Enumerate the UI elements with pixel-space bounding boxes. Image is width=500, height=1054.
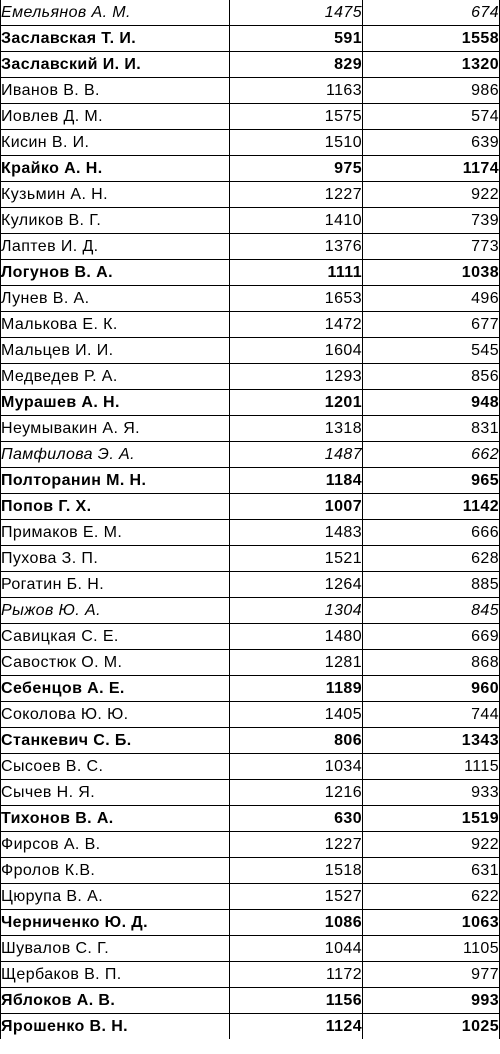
- candidate-name-cell: Сысоев В. С.: [1, 754, 230, 780]
- table-row: [1, 728, 500, 754]
- votes-first-cell: 1227: [230, 832, 363, 858]
- candidate-name-cell: Памфилова Э. А.: [1, 442, 230, 468]
- candidate-name-cell: Станкевич С. Б.: [1, 728, 230, 754]
- table-row: [1, 858, 500, 884]
- table-row: [1, 676, 500, 702]
- votes-first-cell: 975: [230, 156, 363, 182]
- table-row: [1, 1014, 500, 1040]
- votes-first-cell: 1653: [230, 286, 363, 312]
- table-row: [1, 416, 500, 442]
- table-row: [1, 182, 500, 208]
- votes-first-cell: 1604: [230, 338, 363, 364]
- votes-second-cell: 1025: [363, 1014, 500, 1040]
- table-row: [1, 286, 500, 312]
- table-row: [1, 494, 500, 520]
- table-row: [1, 156, 500, 182]
- candidate-name-cell: Лунев В. А.: [1, 286, 230, 312]
- votes-second-cell: 868: [363, 650, 500, 676]
- table-row: [1, 338, 500, 364]
- table-row: [1, 598, 500, 624]
- votes-second-cell: 856: [363, 364, 500, 390]
- table-row: [1, 390, 500, 416]
- votes-second-cell: 639: [363, 130, 500, 156]
- votes-second-cell: 1063: [363, 910, 500, 936]
- votes-second-cell: 922: [363, 182, 500, 208]
- votes-first-cell: 1044: [230, 936, 363, 962]
- votes-second-cell: 948: [363, 390, 500, 416]
- votes-second-cell: 574: [363, 104, 500, 130]
- table-row: [1, 520, 500, 546]
- votes-first-cell: 1184: [230, 468, 363, 494]
- votes-second-cell: 744: [363, 702, 500, 728]
- votes-first-cell: 591: [230, 26, 363, 52]
- votes-first-cell: 1201: [230, 390, 363, 416]
- candidate-name-cell: Яблоков А. В.: [1, 988, 230, 1014]
- votes-second-cell: 1142: [363, 494, 500, 520]
- candidate-name-cell: Мурашев А. Н.: [1, 390, 230, 416]
- candidate-name-cell: Кузьмин А. Н.: [1, 182, 230, 208]
- table-row: [1, 208, 500, 234]
- votes-second-cell: 1174: [363, 156, 500, 182]
- table-row: [1, 442, 500, 468]
- table-row: [1, 702, 500, 728]
- votes-first-cell: 1293: [230, 364, 363, 390]
- votes-first-cell: 1034: [230, 754, 363, 780]
- table-row: [1, 234, 500, 260]
- votes-second-cell: 662: [363, 442, 500, 468]
- votes-first-cell: 1475: [230, 0, 363, 26]
- votes-first-cell: 1510: [230, 130, 363, 156]
- table-row: [1, 130, 500, 156]
- votes-first-cell: 1163: [230, 78, 363, 104]
- candidate-name-cell: Заславский И. И.: [1, 52, 230, 78]
- table-row: [1, 78, 500, 104]
- candidate-name-cell: Сычев Н. Я.: [1, 780, 230, 806]
- table-row: [1, 962, 500, 988]
- votes-first-cell: 1264: [230, 572, 363, 598]
- votes-first-cell: 1227: [230, 182, 363, 208]
- votes-second-cell: 1519: [363, 806, 500, 832]
- candidate-name-cell: Цюрупа В. А.: [1, 884, 230, 910]
- table-row: [1, 754, 500, 780]
- candidate-name-cell: Иванов В. В.: [1, 78, 230, 104]
- votes-second-cell: 922: [363, 832, 500, 858]
- table-row: [1, 26, 500, 52]
- candidate-name-cell: Кисин В. И.: [1, 130, 230, 156]
- candidate-name-cell: Фирсов А. В.: [1, 832, 230, 858]
- votes-first-cell: 1410: [230, 208, 363, 234]
- candidate-name-cell: Полторанин М. Н.: [1, 468, 230, 494]
- votes-first-cell: 1189: [230, 676, 363, 702]
- votes-second-cell: 1038: [363, 260, 500, 286]
- table-row: [1, 312, 500, 338]
- candidate-name-cell: Крайко А. Н.: [1, 156, 230, 182]
- table-row: [1, 546, 500, 572]
- votes-first-cell: 1304: [230, 598, 363, 624]
- candidate-name-cell: Мальцев И. И.: [1, 338, 230, 364]
- votes-second-cell: 669: [363, 624, 500, 650]
- table-row: [1, 910, 500, 936]
- votes-first-cell: 1480: [230, 624, 363, 650]
- votes-second-cell: 933: [363, 780, 500, 806]
- votes-first-cell: 1318: [230, 416, 363, 442]
- votes-first-cell: 1527: [230, 884, 363, 910]
- candidate-name-cell: Фролов К.В.: [1, 858, 230, 884]
- votes-second-cell: 1320: [363, 52, 500, 78]
- candidate-name-cell: Медведев Р. А.: [1, 364, 230, 390]
- table-row: [1, 0, 500, 26]
- votes-second-cell: 773: [363, 234, 500, 260]
- candidate-name-cell: Черниченко Ю. Д.: [1, 910, 230, 936]
- votes-first-cell: 1521: [230, 546, 363, 572]
- votes-second-cell: 993: [363, 988, 500, 1014]
- table-row: [1, 104, 500, 130]
- table-row: [1, 624, 500, 650]
- table-row: [1, 52, 500, 78]
- votes-first-cell: 1405: [230, 702, 363, 728]
- votes-second-cell: 674: [363, 0, 500, 26]
- votes-second-cell: 831: [363, 416, 500, 442]
- votes-second-cell: 1115: [363, 754, 500, 780]
- votes-second-cell: 1343: [363, 728, 500, 754]
- table-row: [1, 468, 500, 494]
- votes-second-cell: 631: [363, 858, 500, 884]
- candidate-name-cell: Иовлев Д. М.: [1, 104, 230, 130]
- candidate-name-cell: Савостюк О. М.: [1, 650, 230, 676]
- table-row: [1, 572, 500, 598]
- table-row: [1, 650, 500, 676]
- candidate-name-cell: Логунов В. А.: [1, 260, 230, 286]
- votes-first-cell: 1216: [230, 780, 363, 806]
- votes-first-cell: 1124: [230, 1014, 363, 1040]
- votes-second-cell: 977: [363, 962, 500, 988]
- votes-first-cell: 1518: [230, 858, 363, 884]
- votes-first-cell: 1281: [230, 650, 363, 676]
- table-row: [1, 988, 500, 1014]
- votes-second-cell: 545: [363, 338, 500, 364]
- table-row: [1, 884, 500, 910]
- votes-first-cell: 1086: [230, 910, 363, 936]
- votes-first-cell: 1172: [230, 962, 363, 988]
- table-row: [1, 780, 500, 806]
- votes-second-cell: 622: [363, 884, 500, 910]
- candidate-name-cell: Емельянов А. М.: [1, 0, 230, 26]
- votes-second-cell: 739: [363, 208, 500, 234]
- votes-first-cell: 806: [230, 728, 363, 754]
- votes-second-cell: 496: [363, 286, 500, 312]
- table-row: [1, 832, 500, 858]
- candidate-name-cell: Савицкая С. Е.: [1, 624, 230, 650]
- table-row: [1, 936, 500, 962]
- table-row: [1, 364, 500, 390]
- votes-second-cell: 986: [363, 78, 500, 104]
- votes-second-cell: 965: [363, 468, 500, 494]
- candidate-name-cell: Соколова Ю. Ю.: [1, 702, 230, 728]
- votes-second-cell: 1558: [363, 26, 500, 52]
- votes-first-cell: 630: [230, 806, 363, 832]
- votes-first-cell: 829: [230, 52, 363, 78]
- votes-first-cell: 1483: [230, 520, 363, 546]
- table-row: [1, 260, 500, 286]
- votes-second-cell: 960: [363, 676, 500, 702]
- candidate-name-cell: Рогатин Б. Н.: [1, 572, 230, 598]
- votes-second-cell: 885: [363, 572, 500, 598]
- candidate-name-cell: Лаптев И. Д.: [1, 234, 230, 260]
- votes-second-cell: 628: [363, 546, 500, 572]
- votes-second-cell: 666: [363, 520, 500, 546]
- candidate-name-cell: Попов Г. Х.: [1, 494, 230, 520]
- candidate-name-cell: Себенцов А. Е.: [1, 676, 230, 702]
- table-row: [1, 806, 500, 832]
- candidate-name-cell: Примаков Е. М.: [1, 520, 230, 546]
- candidate-name-cell: Заславская Т. И.: [1, 26, 230, 52]
- candidate-name-cell: Малькова Е. К.: [1, 312, 230, 338]
- candidate-name-cell: Куликов В. Г.: [1, 208, 230, 234]
- votes-second-cell: 1105: [363, 936, 500, 962]
- candidate-name-cell: Рыжов Ю. А.: [1, 598, 230, 624]
- votes-first-cell: 1111: [230, 260, 363, 286]
- votes-second-cell: 845: [363, 598, 500, 624]
- votes-first-cell: 1472: [230, 312, 363, 338]
- votes-first-cell: 1007: [230, 494, 363, 520]
- votes-first-cell: 1156: [230, 988, 363, 1014]
- candidate-name-cell: Неумывакин А. Я.: [1, 416, 230, 442]
- candidate-name-cell: Шувалов С. Г.: [1, 936, 230, 962]
- votes-first-cell: 1487: [230, 442, 363, 468]
- votes-first-cell: 1376: [230, 234, 363, 260]
- votes-second-cell: 677: [363, 312, 500, 338]
- candidate-name-cell: Тихонов В. А.: [1, 806, 230, 832]
- candidate-name-cell: Щербаков В. П.: [1, 962, 230, 988]
- votes-first-cell: 1575: [230, 104, 363, 130]
- table-body: [1, 0, 500, 1039]
- candidate-name-cell: Пухова З. П.: [1, 546, 230, 572]
- candidate-name-cell: Ярошенко В. Н.: [1, 1014, 230, 1040]
